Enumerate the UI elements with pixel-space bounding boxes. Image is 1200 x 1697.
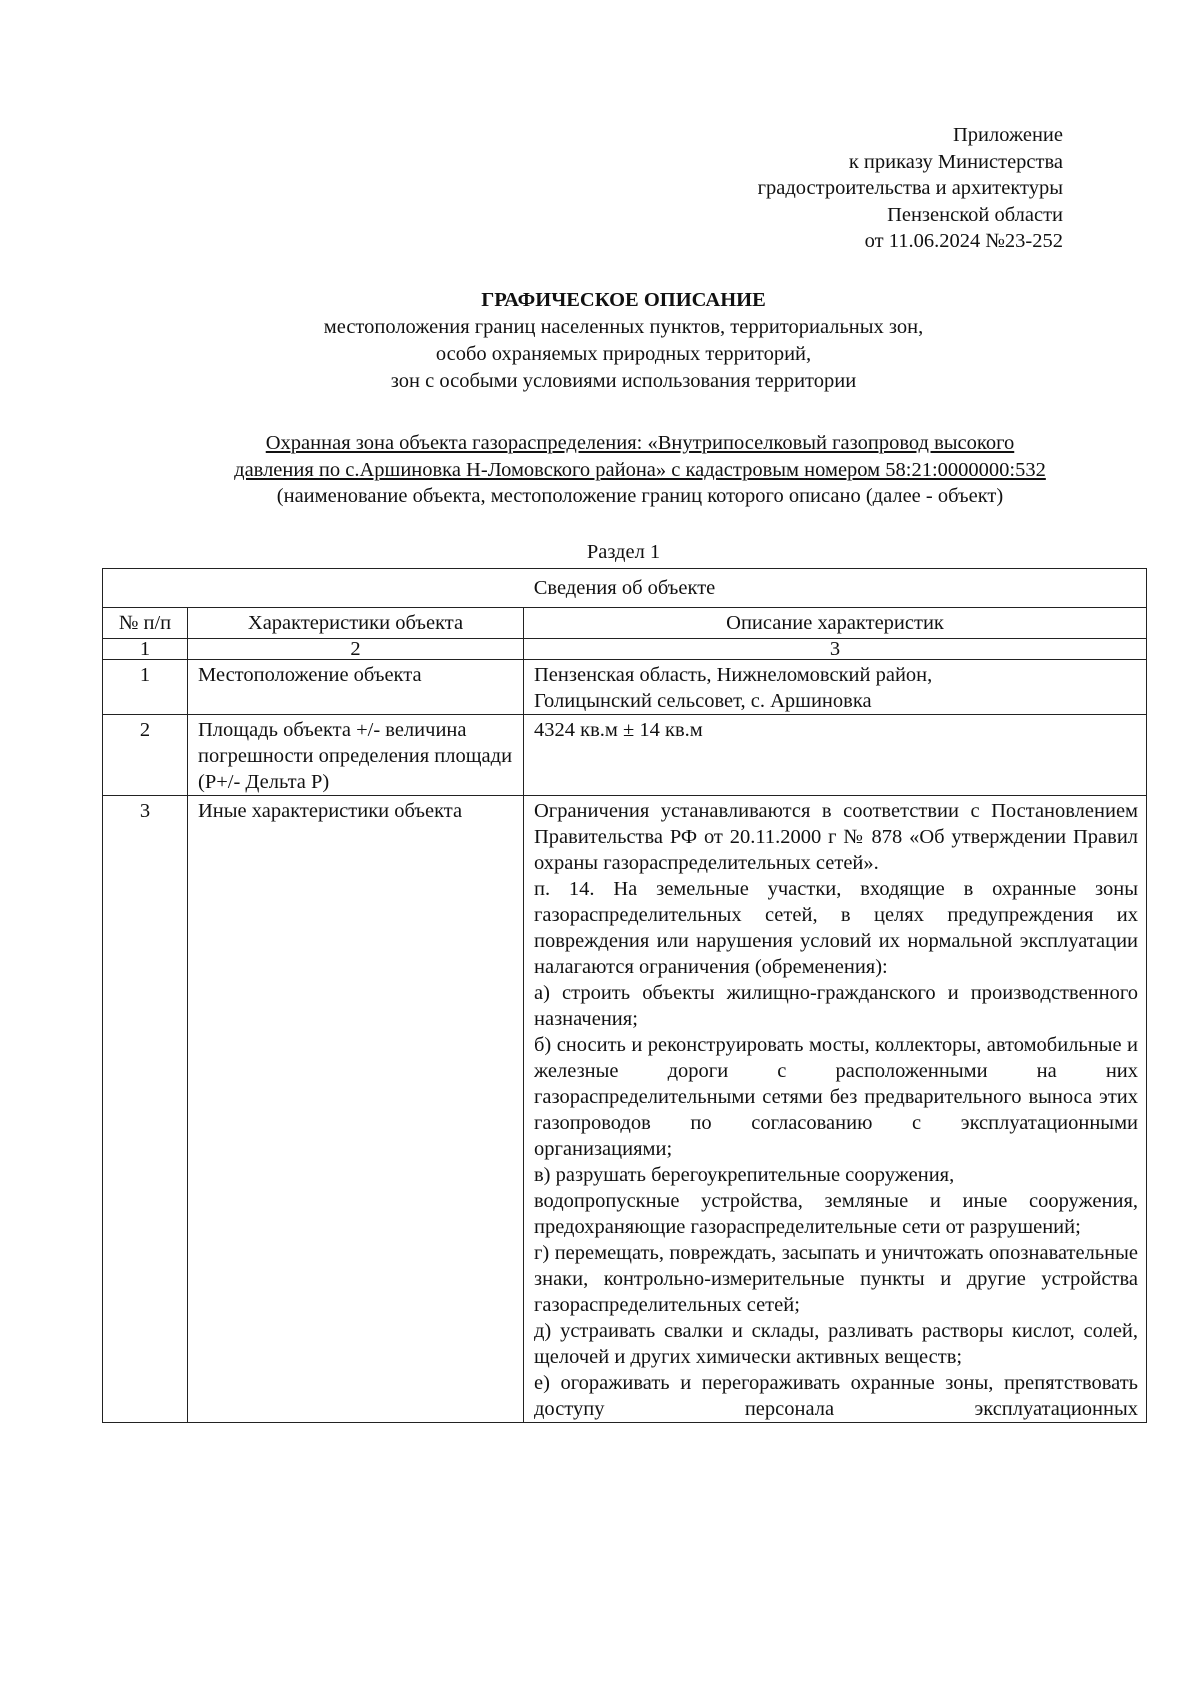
column-index: 1 [103,639,188,660]
document-title: ГРАФИЧЕСКОЕ ОПИСАНИЕ [481,289,766,311]
column-header-description: Описание характеристик [524,608,1147,639]
description-line: 4324 кв.м ± 14 кв.м [534,719,703,741]
appendix-line: Приложение [952,124,1063,146]
appendix-line: градостроительства и архитектуры [757,177,1063,199]
row-number: 2 [103,715,188,796]
document-subtitle-line: особо охраняемых природных территорий, [435,343,812,365]
row-description [524,660,1147,715]
description-paragraph: Ограничения устанавливаются в соответствии с Постановлением Правительства РФ от 20.11.2000 г № 878 «Об утверждении Правил охраны газораспределительных сетей». [534,800,1139,874]
object-name-line: Охранная зона объекта газораспределения: «Внутрипоселковый газопровод высокого [265,432,1015,454]
table-row [103,660,1147,715]
description-paragraph: г) перемещать, повреждать, засыпать и уничтожать опознавательные знаки, контрольно-измерительные пункты и другие устройства газораспределительных сетей; [534,1242,1139,1316]
column-header-number: № п/п [103,608,188,639]
object-name-caption: (наименование объекта, местоположение границ которого описано (далее - объект) [276,485,1004,507]
description-paragraph: в) разрушать берегоукрепительные сооружения, [534,1164,955,1186]
appendix-line: к приказу Министерства [848,150,1063,173]
row-characteristic: Площадь объекта +/- величина погрешности определения площади (P+/- Дельта P) [188,715,524,796]
row-description [524,796,1147,1423]
row-description [524,715,1147,796]
description-paragraph: а) строить объекты жилищно-гражданского и производственного назначения; [534,982,1139,1030]
document-title-block [100,287,1147,395]
table-row [103,796,1147,1423]
appendix-header [758,122,1063,255]
description-line: Голицынский сельсовет, с. Аршиновка [534,690,872,712]
section-label: Раздел 1 [586,541,661,563]
column-index: 2 [188,639,524,660]
description-paragraph: е) огораживать и перегораживать охранные зоны, препятствовать доступу персонала эксплуатационных [534,1372,1139,1420]
row-number: 1 [103,660,188,715]
table-caption: Сведения об объекте [103,569,1147,608]
column-header-characteristic: Характеристики объекта [188,608,524,639]
appendix-line: Пензенской области [887,203,1063,226]
description-paragraph: водопропускные устройства, земляные и иные сооружения, предохраняющие газораспределительные сети от разрушений; [534,1190,1139,1238]
document-subtitle-line: местоположения границ населенных пунктов, территориальных зон, [323,316,924,338]
description-paragraph: д) устраивать свалки и склады, разливать растворы кислот, солей, щелочей и других химически активных веществ; [534,1320,1139,1368]
document-subtitle-line: зон с особыми условиями использования территории [390,370,857,392]
row-number: 3 [103,796,188,1423]
description-paragraph: б) сносить и реконструировать мосты, коллекторы, автомобильные и железные дороги с расположенными на них газораспределительными сетями без предварительного выноса этих газопроводов по согласованию с эксплуатационными организациями; [534,1034,1139,1160]
row-characteristic: Местоположение объекта [188,660,524,715]
table-row [103,715,1147,796]
object-info-table [102,568,1147,1423]
object-name-line: давления по с.Аршиновка Н-Ломовского района» с кадастровым номером 58:21:0000000:532 [234,458,1046,481]
row-characteristic: Иные характеристики объекта [188,796,524,1423]
description-paragraph: п. 14. На земельные участки, входящие в охранные зоны газораспределительных сетей, в целях предупреждения их повреждения или нарушения условий их нормальной эксплуатации налагаются ограничения (обременения): [534,878,1139,978]
appendix-date-number: от 11.06.2024 №23-252 [864,230,1063,252]
object-name-block [140,430,1140,510]
column-index: 3 [524,639,1147,660]
description-line: Пензенская область, Нижнеломовский район, [534,664,933,686]
